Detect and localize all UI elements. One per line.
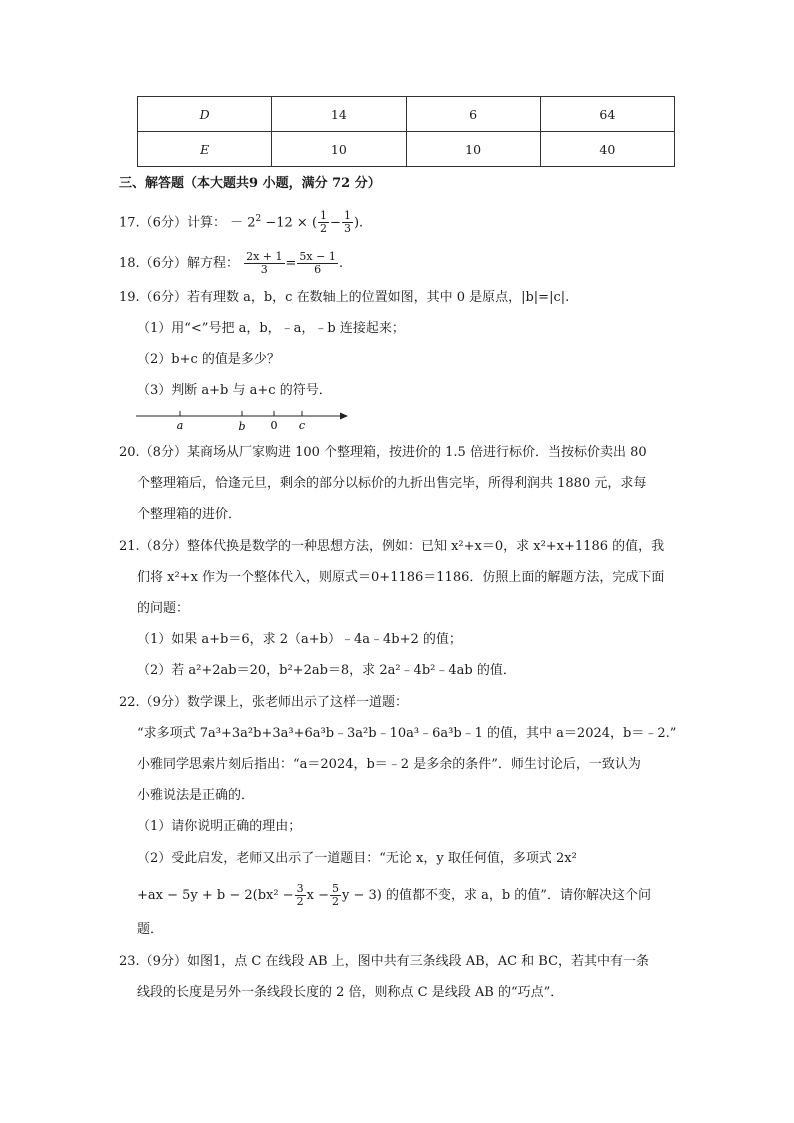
q22-part-2-end: 题． bbox=[137, 922, 164, 937]
q21-line-2: 们将 x²+x 作为一个整体代入，则原式＝0+1186＝1186．仿照上面的解题方法，完成下面 bbox=[137, 570, 665, 585]
table-cell: 64 bbox=[540, 97, 674, 132]
data-table bbox=[137, 96, 675, 167]
fraction-denominator: 6 bbox=[314, 263, 322, 276]
q20-line-2: 个整理箱后，恰逢元旦，剩余的部分以标价的九折出售完毕，所得利润共 1880 元，求每 bbox=[137, 476, 647, 491]
q21-line-3: 的问题： bbox=[137, 601, 190, 616]
question-18 bbox=[119, 251, 343, 276]
q22-part-1: （1）请你说明正确的理由； bbox=[137, 819, 302, 834]
label-zero: 0 bbox=[270, 419, 278, 432]
fraction-numerator: 1 bbox=[343, 209, 351, 223]
q22-fraction-1 bbox=[295, 883, 306, 908]
q22-formula-post: y − 3) 的值都不变，求 a，b 的值”．请你解决这个问 bbox=[341, 888, 651, 903]
fraction-numerator: 2x + 1 bbox=[246, 250, 283, 263]
label-b: b bbox=[238, 420, 246, 432]
q22-part-2: （2）受此启发，老师又出示了一道题目：“无论 x，y 取任何值，多项式 2x² bbox=[137, 851, 577, 866]
q22-formula-pre: +ax − 5y + b − 2(bx² − bbox=[137, 888, 294, 903]
q17-expr-c: −12 × ( bbox=[261, 215, 318, 231]
q17-exponent: 2 bbox=[255, 214, 262, 224]
q23-line-2: 线段的长度是另外一条线段长度的 2 倍，则称点 C 是线段 AB 的“巧点”． bbox=[137, 985, 564, 1000]
q18-fraction-2 bbox=[297, 251, 337, 276]
q21-part-1: （1）如果 a+b＝6，求 2（a+b）﹣4a﹣4b+2 的值； bbox=[137, 632, 462, 647]
label-c: c bbox=[298, 419, 306, 432]
table-cell: 10 bbox=[272, 132, 406, 167]
q18-fraction-1 bbox=[244, 251, 284, 276]
q22-line-3: 小雅同学思索片刻后指出：“a＝2024，b＝﹣2 是多余的条件”．师生讨论后，一致认为 bbox=[137, 757, 641, 772]
q17-fraction-1 bbox=[318, 210, 329, 235]
q22-part-2-formula bbox=[137, 883, 651, 908]
q17-number: 17.（6分）计算： bbox=[119, 215, 226, 231]
q17-minus: − bbox=[330, 215, 341, 231]
q18-equals: = bbox=[285, 256, 297, 271]
fraction-denominator: 3 bbox=[343, 222, 351, 236]
number-line-figure bbox=[134, 408, 356, 432]
question-23: 23.（9分）如图1，点 C 在线段 AB 上，图中共有三条线段 AB，AC 和 BC，若其中有一条 bbox=[119, 954, 650, 969]
table-cell: E bbox=[138, 132, 272, 167]
q21-part-2: （2）若 a²+2ab＝20，b²+2ab＝8，求 2a²﹣4b²﹣4ab 的值． bbox=[137, 663, 516, 678]
q19-part-1: （1）用“<”号把 a，b，﹣a，﹣b 连接起来； bbox=[137, 321, 405, 336]
question-17 bbox=[119, 209, 363, 235]
fraction-denominator: 2 bbox=[296, 895, 304, 908]
table-cell: 6 bbox=[406, 97, 540, 132]
fraction-numerator: 1 bbox=[320, 209, 328, 223]
fraction-numerator: 5x − 1 bbox=[299, 250, 336, 263]
table-cell: 14 bbox=[272, 97, 406, 132]
table-row bbox=[138, 132, 675, 167]
q20-line-3: 个整理箱的进价． bbox=[137, 507, 242, 522]
table-cell: 10 bbox=[406, 132, 540, 167]
question-21: 21.（8分）整体代换是数学的一种思想方法，例如：已知 x²+x＝0，求 x²+x+1186 的值，我 bbox=[119, 539, 665, 554]
q22-fraction-2 bbox=[330, 883, 341, 908]
fraction-denominator: 2 bbox=[331, 895, 339, 908]
table-cell: 40 bbox=[540, 132, 674, 167]
q22-line-4: 小雅说法是正确的． bbox=[137, 788, 255, 803]
fraction-denominator: 2 bbox=[320, 222, 328, 236]
q17-expr-a: － 2 bbox=[230, 215, 256, 231]
fraction-numerator: 3 bbox=[296, 882, 304, 895]
table-row bbox=[138, 97, 675, 132]
section-title: 三、解答题（本大题共9 小题，满分 72 分） bbox=[119, 176, 381, 191]
q19-part-2: （2）b+c 的值是多少？ bbox=[137, 352, 280, 367]
arrow-head-icon bbox=[340, 413, 348, 420]
fraction-numerator: 5 bbox=[331, 882, 339, 895]
q17-fraction-2 bbox=[342, 210, 353, 235]
q22-formula-mid: x − bbox=[306, 888, 329, 903]
fraction-denominator: 3 bbox=[260, 263, 268, 276]
q22-line-2: “求多项式 7a³+3a²b+3a³+6a³b﹣3a²b﹣10a³﹣6a³b﹣1 的值，其中 a＝2024，b＝﹣2.” bbox=[137, 726, 677, 741]
q19-part-3: （3）判断 a+b 与 a+c 的符号． bbox=[137, 383, 332, 398]
label-a: a bbox=[176, 419, 184, 432]
q18-tail: . bbox=[338, 256, 343, 271]
question-20: 20.（8分）某商场从厂家购进 100 个整理箱，按进价的 1.5 倍进行标价．当按标价卖出 80 bbox=[119, 445, 647, 460]
question-19: 19.（6分）若有理数 a，b，c 在数轴上的位置如图，其中 0 是原点，|b|=|c|. bbox=[119, 290, 570, 305]
q18-number: 18.（6分）解方程： bbox=[119, 256, 239, 271]
q17-tail: ). bbox=[353, 215, 364, 231]
table-cell: D bbox=[138, 97, 272, 132]
question-22: 22.（9分）数学课上，张老师出示了这样一道题： bbox=[119, 695, 408, 710]
